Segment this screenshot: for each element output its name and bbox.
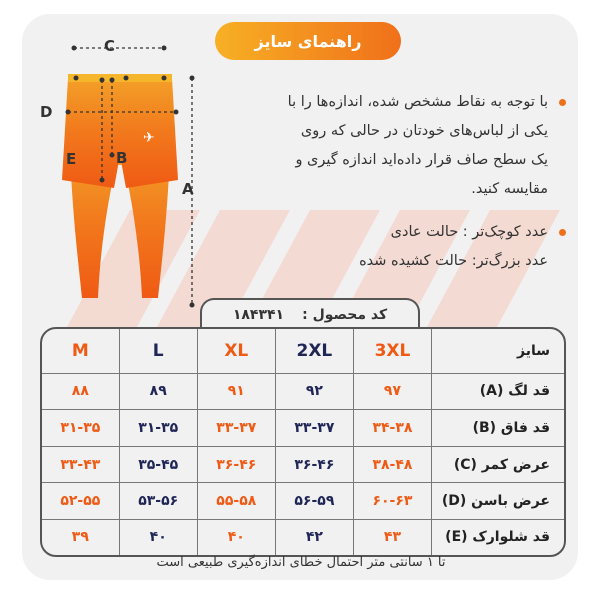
table-cell: ۸۸ — [42, 373, 119, 410]
table-cell: ۴۲ — [275, 519, 353, 555]
table-cell: ۳۶-۴۶ — [197, 446, 275, 483]
garment-diagram — [40, 30, 210, 320]
row-label: قد شلوارک (E) — [432, 519, 565, 555]
table-row — [42, 373, 564, 410]
note-large: عدد بزرگ‌تر: حالت کشیده شده — [359, 253, 548, 269]
size-header: M — [42, 329, 119, 373]
brand-logo: ✈ — [143, 130, 155, 146]
table-cell: ۹۲ — [275, 373, 353, 410]
row-label: عرض باسن (D) — [432, 483, 565, 520]
table-cell: ۶۰-۶۳ — [353, 483, 431, 520]
product-code-value: ۱۸۴۳۴۱ — [232, 307, 285, 323]
table-cell: ۳۶-۴۶ — [275, 446, 353, 483]
table-cell: ۹۷ — [353, 373, 431, 410]
size-header: 3XL — [353, 329, 431, 373]
size-guide-title: راهنمای سایز — [215, 22, 401, 60]
measure-letter-b: B — [116, 149, 128, 167]
table-cell: ۳۳-۴۳ — [42, 446, 119, 483]
table-cell: ۴۳ — [353, 519, 431, 555]
table-cell: ۹۱ — [197, 373, 275, 410]
table-cell: ۵۲-۵۵ — [42, 483, 119, 520]
row-label: عرض کمر (C) — [432, 446, 565, 483]
table-cell: ۴۰ — [197, 519, 275, 555]
measure-letter-d: D — [40, 103, 53, 121]
row-label: قد فاق (B) — [432, 410, 565, 447]
table-cell: ۳۱-۳۵ — [42, 410, 119, 447]
table-cell: ۸۹ — [119, 373, 197, 410]
table-cell: ۵۶-۵۹ — [275, 483, 353, 520]
measure-letter-e: E — [66, 150, 77, 168]
measurement-footnote: تا ۱ سانتی متر احتمال خطای اندازه‌گیری طبیعی است — [156, 555, 446, 570]
product-code-label: کد محصول : — [302, 307, 388, 323]
table-cell: ۳۳-۳۷ — [275, 410, 353, 447]
size-header: 2XL — [275, 329, 353, 373]
measure-letter-a: A — [182, 180, 194, 198]
table-cell: ۳۴-۳۸ — [353, 410, 431, 447]
size-header: XL — [197, 329, 275, 373]
bullet-icon — [559, 99, 566, 106]
table-cell: ۵۵-۵۸ — [197, 483, 275, 520]
table-corner-label: سایز — [432, 329, 565, 373]
bullet-icon — [559, 229, 566, 236]
product-code — [200, 298, 420, 330]
instructions — [286, 88, 566, 276]
table-cell: ۳۱-۳۵ — [119, 410, 197, 447]
row-label: قد لگ (A) — [432, 373, 565, 410]
instruction-item: با توجه به نقاط مشخص شده، اندازه‌ها را با یکی از لباس‌های خودتان در حالی که روی یک سطح صاف قرار داده‌اید اندازه گیری و مقایسه کنید. — [286, 88, 566, 204]
table-row — [42, 410, 564, 447]
table-cell: ۴۰ — [119, 519, 197, 555]
table-header-row — [42, 329, 564, 373]
table-cell: ۳۵-۴۵ — [119, 446, 197, 483]
table-row — [42, 483, 564, 520]
table-row — [42, 446, 564, 483]
size-table — [40, 327, 566, 557]
measure-letter-c: C — [104, 37, 116, 55]
note-small: عدد کوچک‌تر : حالت عادی — [286, 218, 566, 247]
table-cell: ۳۸-۴۸ — [353, 446, 431, 483]
table-cell: ۳۹ — [42, 519, 119, 555]
table-cell: ۳۳-۳۷ — [197, 410, 275, 447]
size-header: L — [119, 329, 197, 373]
shorts-shape — [62, 78, 178, 188]
table-row — [42, 519, 564, 555]
table-cell: ۵۳-۵۶ — [119, 483, 197, 520]
